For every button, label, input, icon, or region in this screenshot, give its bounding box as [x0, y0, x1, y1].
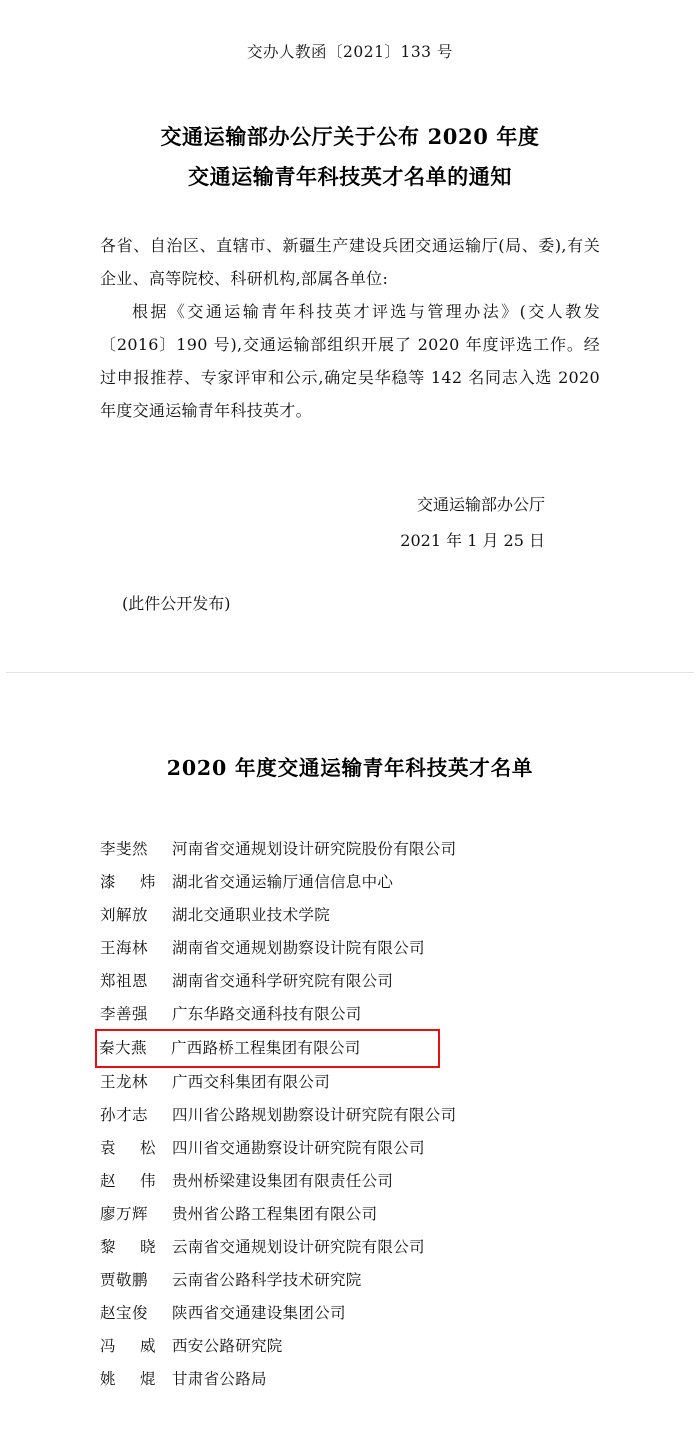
- signature-block: [100, 487, 600, 559]
- entry-organization: 云南省公路科学技术研究院: [172, 1271, 362, 1289]
- entry-organization: 贵州桥梁建设集团有限责任公司: [172, 1172, 394, 1190]
- list-title: 2020 年度交通运输青年科技英才名单: [166, 756, 534, 780]
- entry-organization: 广西交科集团有限公司: [172, 1073, 331, 1091]
- page-title-line-2: 交通运输青年科技英才名单的通知: [188, 164, 512, 189]
- issuing-authority: 交通运输部办公厅: [416, 495, 545, 514]
- list-item: [100, 1198, 600, 1231]
- list-item: [100, 1099, 600, 1132]
- entry-organization: 广东华路交通科技有限公司: [172, 1005, 362, 1023]
- entry-person-name: 王海林: [100, 939, 149, 957]
- entry-person-name: 廖万辉: [100, 1205, 149, 1223]
- list-item: [100, 1132, 600, 1165]
- page-title-line-1: 交通运输部办公厅关于公布 2020 年度: [160, 124, 540, 149]
- list-item: [100, 833, 600, 866]
- name-list-section: [0, 751, 700, 1406]
- list-item: [100, 1264, 600, 1297]
- issue-date: 2021 年 1 月 25 日: [400, 531, 545, 550]
- notice-section: [0, 0, 700, 614]
- entry-organization: 河南省交通规划设计研究院股份有限公司: [172, 840, 457, 858]
- list-item: [100, 866, 600, 899]
- entry-organization: 湖南省交通科学研究院有限公司: [172, 972, 394, 990]
- entry-organization: 湖北省交通运输厅通信信息中心: [172, 873, 394, 891]
- entry-person-name: 贾敬鹏: [100, 1271, 149, 1289]
- name-list: [100, 833, 600, 1396]
- page-break-gap: [0, 614, 700, 672]
- scan-divider: [6, 672, 694, 673]
- entry-person-name: 冯威: [100, 1337, 156, 1355]
- entry-person-name: 赵宝俊: [100, 1304, 149, 1322]
- entry-organization: 四川省交通勘察设计研究院有限公司: [172, 1139, 425, 1157]
- entry-organization: 湖南省交通规划勘察设计院有限公司: [172, 939, 425, 957]
- list-item: [100, 998, 600, 1031]
- entry-organization: 广西路桥工程集团有限公司: [171, 1039, 361, 1057]
- entry-person-name: 赵伟: [100, 1172, 156, 1190]
- list-item: [100, 1330, 600, 1363]
- entry-person-name: 孙才志: [100, 1106, 149, 1124]
- entry-person-name: 姚焜: [100, 1370, 156, 1388]
- notice-paragraph-2: 根据《交通运输青年科技英才评选与管理办法》(交人教发〔2016〕190 号),交通运输部组织开展了 2020 年度评选工作。经过申报推荐、专家评审和公示,确定吴华稳等 142 名同志入选 2020 年度交通运输青年科技英才。: [100, 302, 600, 420]
- entry-person-name: 李斐然: [100, 840, 149, 858]
- entry-organization: 甘肃省公路局: [172, 1370, 267, 1388]
- notice-paragraph-1: 各省、自治区、直辖市、新疆生产建设兵团交通运输厅(局、委),有关企业、高等院校、科研机构,部属各单位:: [100, 236, 600, 288]
- list-item: [100, 965, 600, 998]
- entry-person-name: 袁松: [100, 1139, 156, 1157]
- entry-person-name: 李善强: [100, 1005, 149, 1023]
- list-item: [97, 1031, 438, 1066]
- list-item: [100, 1231, 600, 1264]
- document-number: 交办人教函〔2021〕133 号: [247, 43, 453, 61]
- entry-person-name: 刘解放: [100, 906, 149, 924]
- entry-organization: 陕西省交通建设集团公司: [172, 1304, 346, 1322]
- entry-organization: 西安公路研究院: [172, 1337, 283, 1355]
- publish-note: (此件公开发布): [122, 594, 231, 613]
- entry-person-name: 王龙林: [100, 1073, 149, 1091]
- entry-organization: 云南省交通规划设计研究院有限公司: [172, 1238, 425, 1256]
- list-item: [100, 1066, 600, 1099]
- entry-person-name: 秦大燕: [99, 1039, 148, 1057]
- list-item: [100, 1363, 600, 1396]
- list-item: [100, 1297, 600, 1330]
- list-item: [100, 1165, 600, 1198]
- entry-organization: 四川省公路规划勘察设计研究院有限公司: [172, 1106, 457, 1124]
- entry-person-name: 黎晓: [100, 1238, 156, 1256]
- notice-body: [100, 229, 600, 427]
- entry-person-name: 郑祖恩: [100, 972, 149, 990]
- list-item: [100, 899, 600, 932]
- entry-organization: 湖北交通职业技术学院: [172, 906, 331, 924]
- entry-person-name: 漆炜: [100, 873, 156, 891]
- list-item: [100, 932, 600, 965]
- page-title: [100, 117, 600, 197]
- entry-organization: 贵州省公路工程集团有限公司: [172, 1205, 378, 1223]
